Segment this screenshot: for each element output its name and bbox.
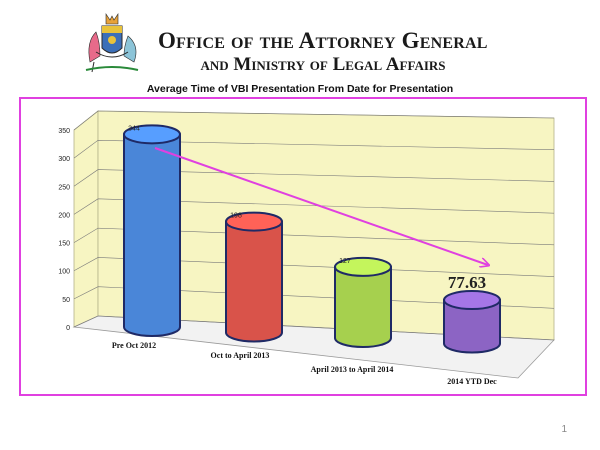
y-tick-label: 250: [58, 184, 70, 192]
bar: [124, 125, 180, 336]
x-tick-label: Pre Oct 2012: [111, 341, 157, 350]
x-tick-label: 2014 YTD Dec: [447, 377, 497, 386]
y-tick-label: 150: [58, 240, 70, 248]
office-title: Office of the Attorney General: [158, 28, 488, 53]
bar: [335, 258, 391, 347]
y-tick-label: 100: [58, 268, 70, 276]
y-tick-label: 50: [62, 296, 70, 304]
x-tick-label: Oct to April 2013: [210, 351, 270, 360]
chart-title: Average Time of VBI Presentation From Date for Presentation: [146, 83, 454, 95]
page-number: 1: [561, 424, 567, 435]
data-label: 344: [128, 125, 140, 133]
data-label: 127: [339, 257, 351, 265]
bar-body: [335, 267, 391, 347]
y-axis-ticks: [58, 128, 70, 332]
bar-top: [444, 291, 500, 309]
x-tick-label: April 2013 to April 2014: [310, 365, 394, 374]
y-tick-label: 300: [58, 156, 70, 164]
bar: [226, 213, 282, 342]
bar-body: [124, 134, 180, 336]
data-label: 198: [230, 212, 242, 220]
data-label: 77.63: [447, 273, 487, 293]
side-wall: [74, 111, 98, 327]
y-tick-label: 200: [58, 212, 70, 220]
office-subtitle: and Ministry of Legal Affairs: [200, 54, 446, 75]
bar-body: [226, 222, 282, 342]
y-tick-label: 350: [58, 128, 70, 135]
y-tick-label: 0: [66, 325, 70, 332]
